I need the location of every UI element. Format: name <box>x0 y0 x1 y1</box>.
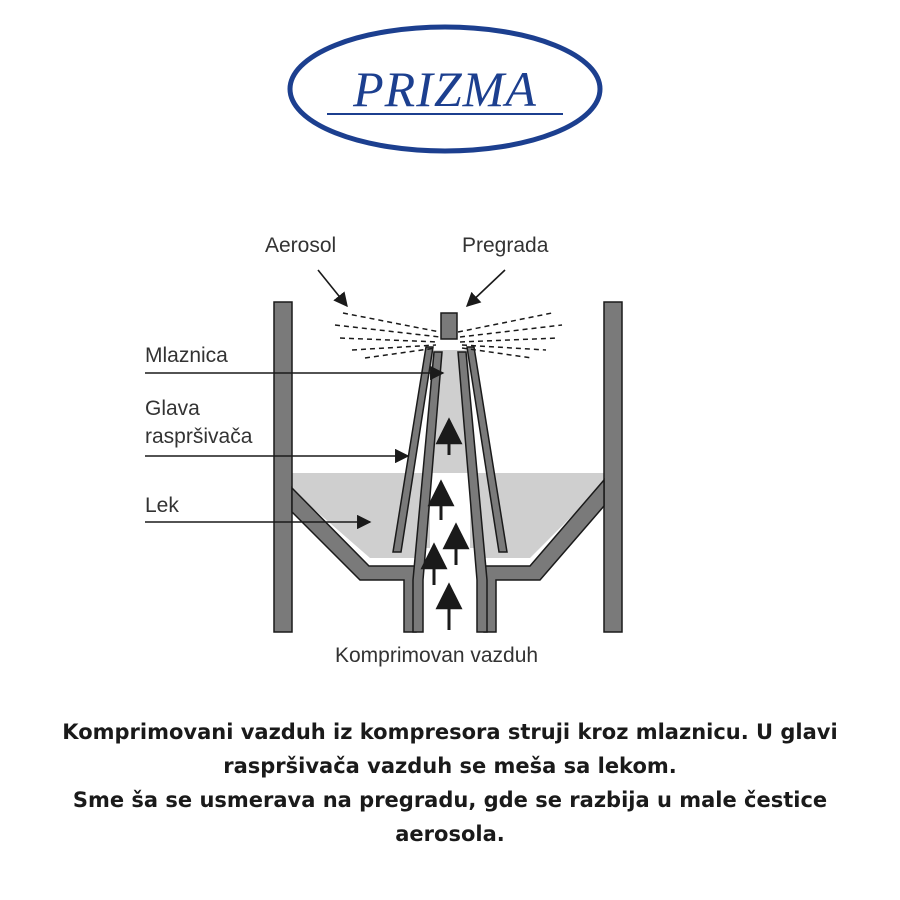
baffle <box>441 313 457 339</box>
nebulizer-diagram <box>0 200 900 690</box>
caption-line-2: Sme ša se usmerava na pregradu, gde se razbija u male čestice aerosola. <box>72 788 828 846</box>
right-wall <box>604 302 622 632</box>
arrow-pregrada <box>467 270 505 306</box>
label-mlaznica: Mlaznica <box>145 344 228 367</box>
label-lek: Lek <box>145 494 179 517</box>
label-aerosol: Aerosol <box>265 234 337 257</box>
prizma-logo <box>285 22 605 157</box>
label-komprimovan-vazduh: Komprimovan vazduh <box>335 644 539 667</box>
logo-text: PRIZMA <box>353 61 537 117</box>
caption-line-1: Komprimovani vazduh iz kompresora struji kroz mlaznicu. U glavi raspršivača vazduh se meša sa lekom. <box>62 720 838 778</box>
caption <box>30 715 870 851</box>
arrow-aerosol <box>318 270 347 306</box>
label-glava-line1: Glava <box>145 397 200 420</box>
left-wall <box>274 302 292 632</box>
label-glava-line2: raspršivača <box>145 425 253 448</box>
label-pregrada: Pregrada <box>462 234 549 257</box>
